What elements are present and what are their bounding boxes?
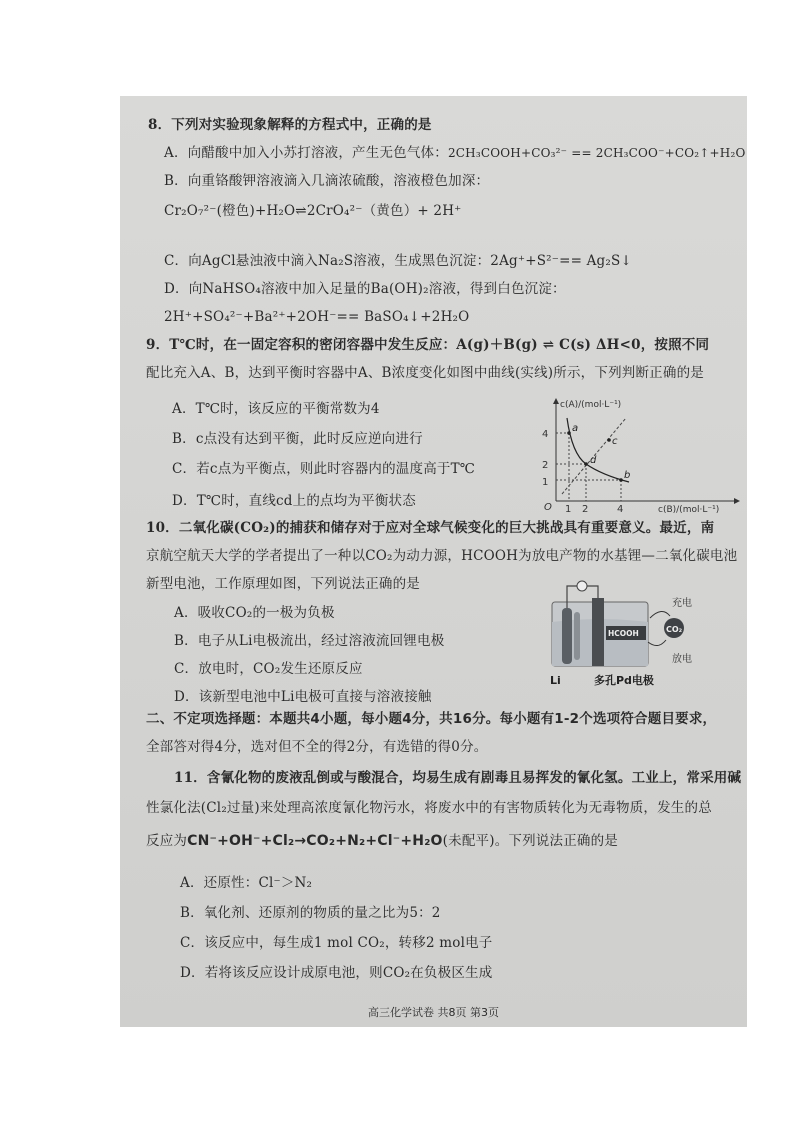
y-tick-2: 2 [542,460,549,471]
q9-option-c: C．若c点为平衡点，则此时容器内的温度高于T℃ [172,461,476,477]
charge-arrow [650,611,670,618]
x-tick-2: 2 [582,504,589,514]
q11-stem-3 [146,832,618,850]
q8-a-equation: 2CH₃COOH+CO₃²⁻ == 2CH₃COO⁻+CO₂↑+H₂O [447,146,746,160]
q10-option-c: C．放电时，CO₂发生还原反应 [174,661,363,677]
point-d [584,462,588,466]
hcooh-label: HCOOH [608,629,639,638]
y-axis-label: c(A)/(mol·L⁻¹) [560,400,622,410]
q9-stem-2: 配比充入A、B，达到平衡时容器中A、B浓度变化如图中曲线(实线)所示，下列判断正确的是 [146,365,704,381]
q10-stem-3: 新型电池，工作原理如图，下列说法正确的是 [146,576,420,592]
pd-electrode [592,598,604,666]
q9-stem-1: 9．T℃时，在一固定容积的密闭容器中发生反应：A(g)＋B(g) ⇌ C(s) ΔH<0，按照不同 [146,337,710,353]
q11-stem-3a: 反应为 [146,833,188,849]
q10-option-b: B．电子从Li电极流出，经过溶液流回锂电极 [174,633,445,649]
x-tick-4: 4 [617,504,624,514]
q10-option-a: A．吸收CO₂的一极为负极 [174,605,335,621]
y-axis-arrow [553,398,559,404]
q10-option-d: D．该新型电池中Li电极可直接与溶液接触 [174,689,432,705]
discharge-label: 放电 [672,654,692,665]
q8-option-d: D．向NaHSO₄溶液中加入足量的Ba(OH)₂溶液，得到白色沉淀： [164,281,566,297]
q11-option-c: C．该反应中，每生成1 mol CO₂，转移2 mol电子 [180,935,493,951]
q11-option-d: D．若将该反应设计成原电池，则CO₂在负极区生成 [180,965,493,981]
q8-option-a [164,144,746,162]
q11-option-b: B．氧化剂、还原剂的物质的量之比为5：2 [180,905,441,921]
q11-equation: CN⁻+OH⁻+Cl₂→CO₂+N₂+Cl⁻+H₂O [187,833,443,849]
origin-label: O [544,502,552,513]
section-2-rules: 全部答对得4分，选对但不全的得2分，有选错的得0分。 [146,739,488,755]
q11-stem-1: 11．含氰化物的废液乱倒或与酸混合，均易生成有剧毒且易挥发的氰化氢。工业上，常采用碱 [174,770,742,786]
page-footer: 高三化学试卷 共8页 第3页 [368,1006,499,1019]
li-electrode [562,608,572,664]
discharge-arrow [648,640,666,646]
li-label: Li [550,674,561,687]
point-c-label: c [612,436,618,447]
point-b [619,478,623,482]
y-tick-4: 4 [542,429,549,440]
q9-option-d: D．T℃时，直线cd上的点均为平衡状态 [172,493,416,509]
point-a-label: a [572,423,579,434]
q8-option-b-equation: Cr₂O₇²⁻(橙色)+H₂O⇌2CrO₄²⁻（黄色）+ 2H⁺ [164,203,462,219]
q10-battery-figure [544,572,744,692]
section-2-header: 二、不定项选择题：本题共4小题，每小题4分，共16分。每小题有1-2个选项符合题目要求， [146,711,717,727]
q9-option-b: B．c点没有达到平衡，此时反应逆向进行 [172,431,423,447]
load-bulb-icon [577,581,587,591]
point-b-label: b [624,470,631,481]
q11-option-a: A．还原性：Cl⁻＞N₂ [180,875,313,891]
q8-stem: 8．下列对实验现象解释的方程式中，正确的是 [148,117,432,133]
q8-option-c: C．向AgCl悬浊液中滴入Na₂S溶液，生成黑色沉淀：2Ag⁺+S²⁻== Ag₂S↓ [164,253,632,269]
q9-concentration-graph [534,396,744,514]
exam-page [120,96,747,1027]
point-c [607,438,611,442]
separator [574,612,580,660]
x-axis-label: c(B)/(mol·L⁻¹) [658,505,720,514]
q8-a-text: A．向醋酸中加入小苏打溶液，产生无色气体： [164,145,448,161]
charge-label: 充电 [672,598,692,609]
x-axis-arrow [734,498,740,504]
q11-stem-2: 性氯化法(Cl₂过量)来处理高浓度氰化物污水，将废水中的有害物质转化为无毒物质，发生的总 [146,800,712,816]
x-tick-1: 1 [565,504,572,514]
pd-electrode-label: 多孔Pd电极 [594,674,654,687]
q9-option-a: A．T℃时，该反应的平衡常数为4 [172,401,380,417]
q10-stem-1: 10．二氧化碳(CO₂)的捕获和储存对于应对全球气候变化的巨大挑战具有重要意义。最近，南 [146,520,715,536]
q8-option-b: B．向重铬酸钾溶液滴入几滴浓硫酸，溶液橙色加深： [164,173,490,189]
q8-option-d-equation: 2H⁺+SO₄²⁻+Ba²⁺+2OH⁻== BaSO₄↓+2H₂O [164,309,470,325]
q11-stem-3b: (未配平)。下列说法正确的是 [442,833,618,849]
point-d-label: d [590,455,597,466]
y-tick-1: 1 [542,477,549,488]
co2-label: CO₂ [666,625,683,634]
q10-stem-2: 京航空航天大学的学者提出了一种以CO₂为动力源，HCOOH为放电产物的水基锂—二氧化碳电池 [146,548,738,564]
point-a [567,431,571,435]
